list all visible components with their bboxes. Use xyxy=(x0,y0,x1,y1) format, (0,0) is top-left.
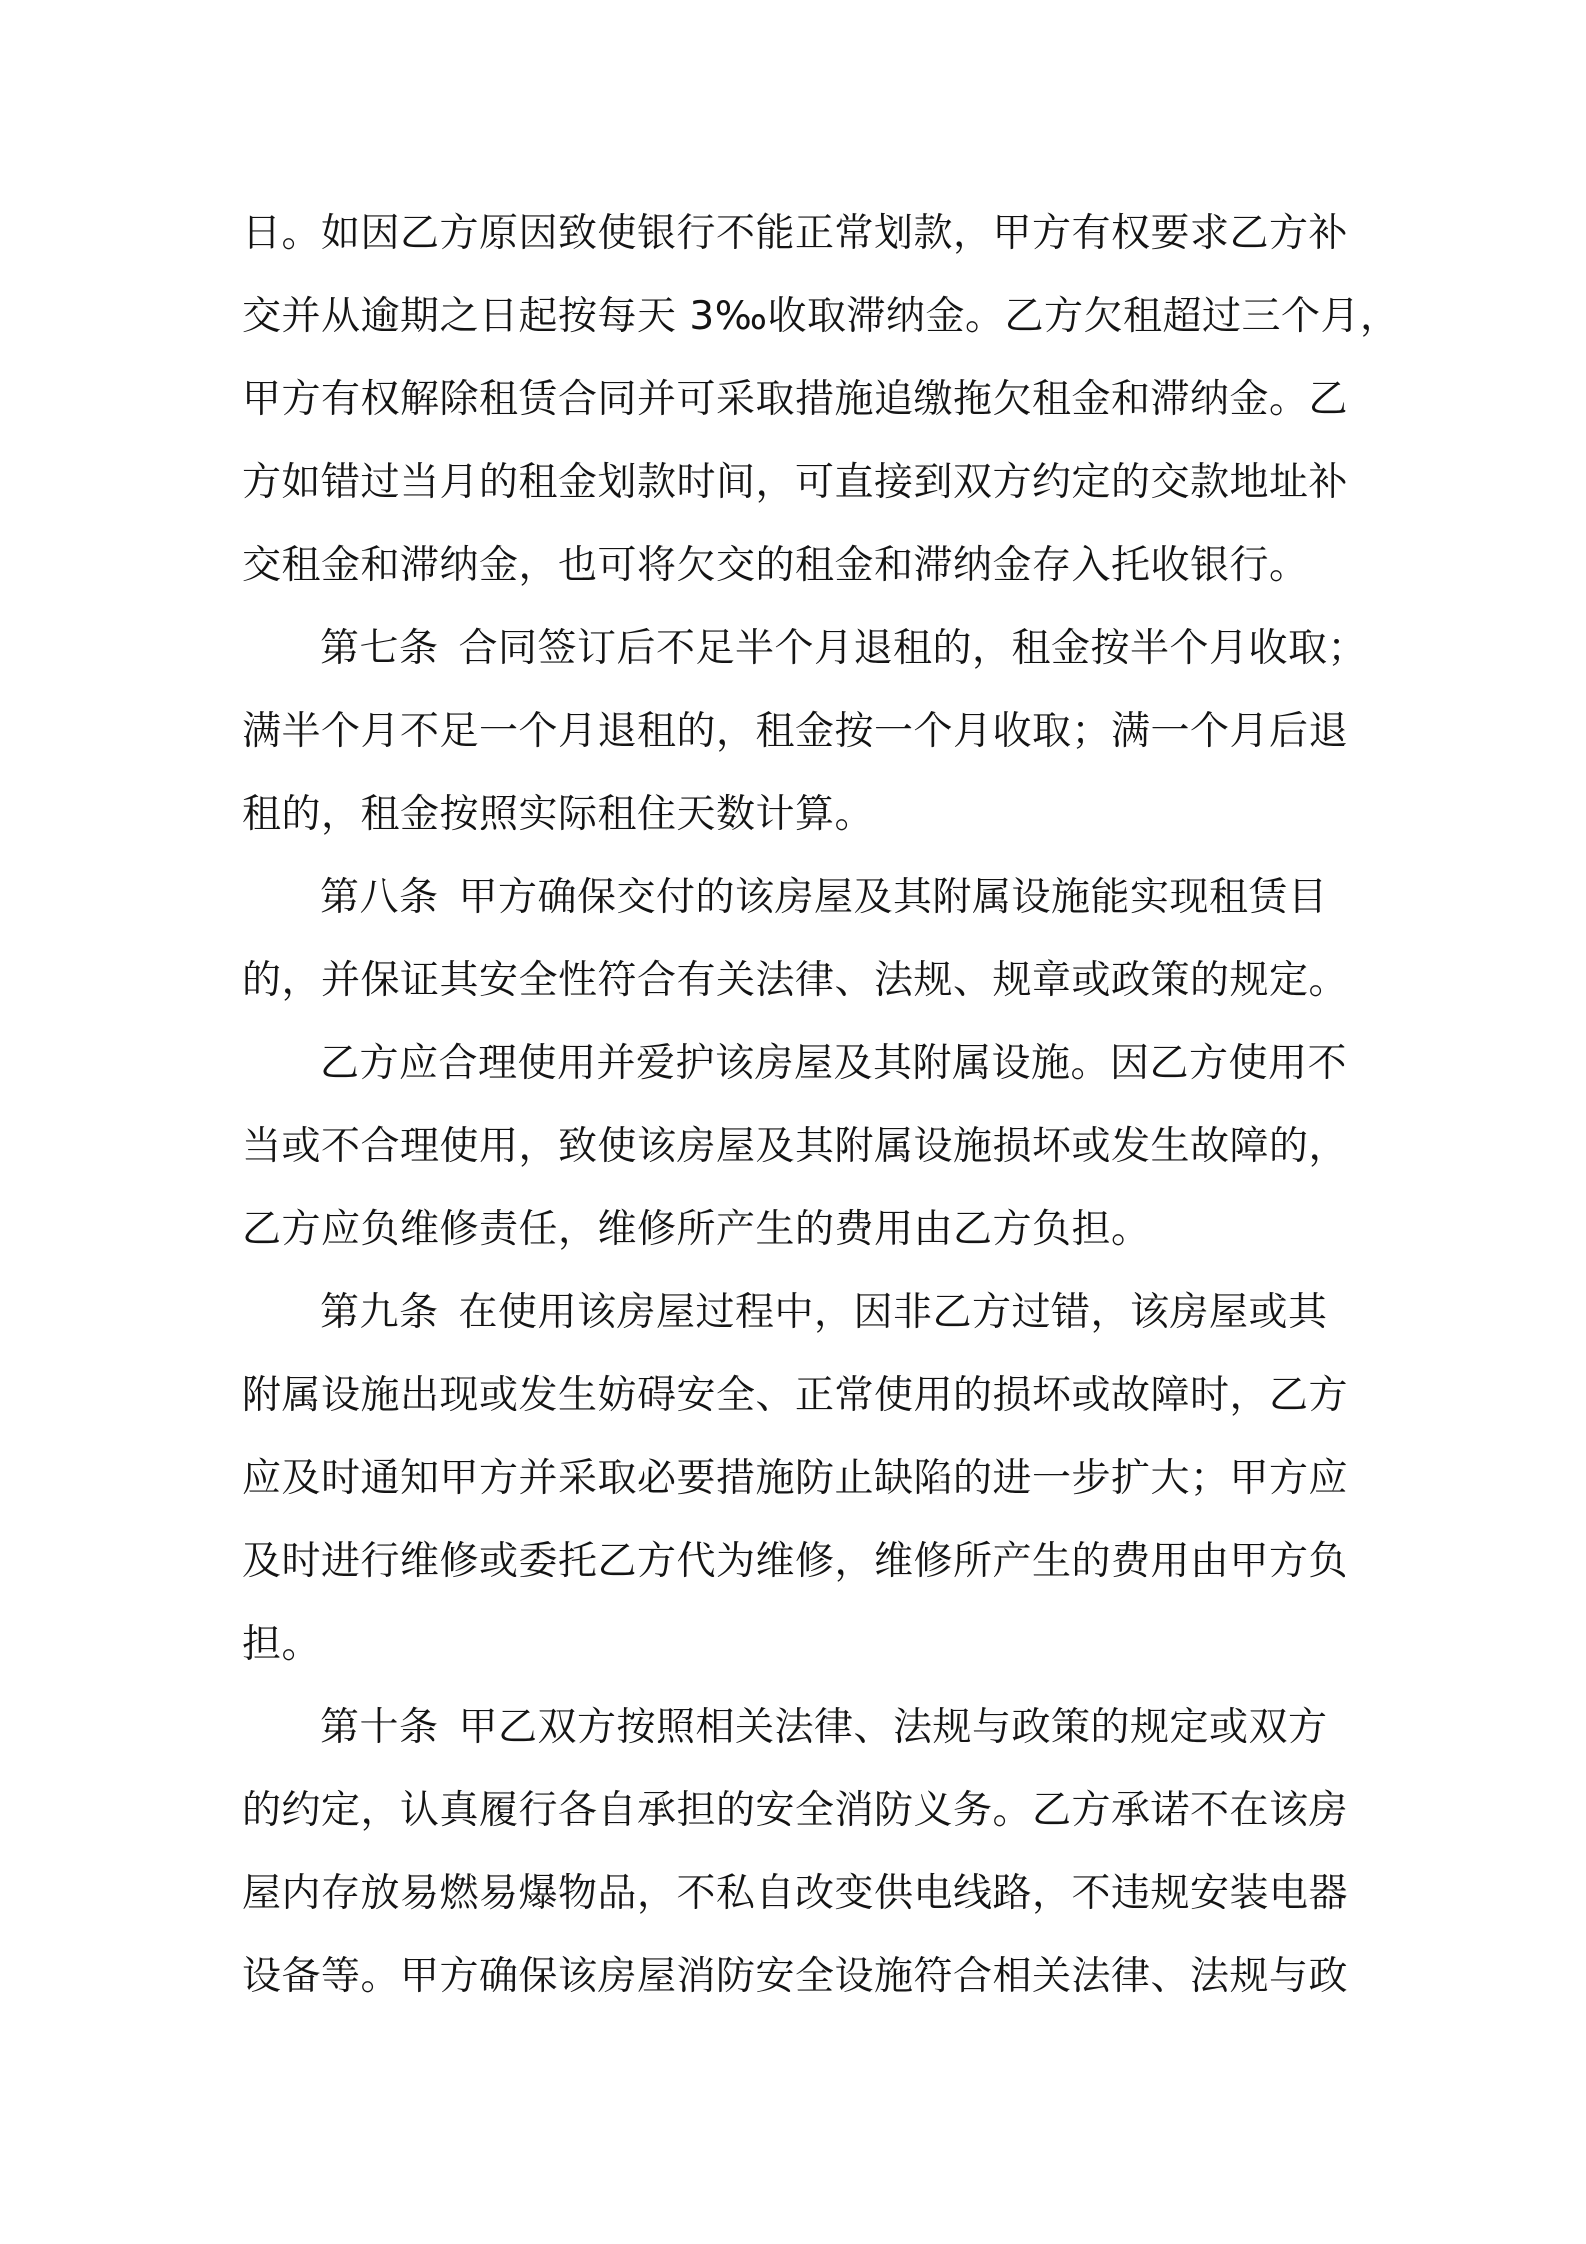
text-line: 日。如因乙方原因致使银行不能正常划款，甲方有权要求乙方补 xyxy=(242,211,1349,256)
text-line-first xyxy=(242,607,1368,690)
article-heading: 第七条 xyxy=(320,626,439,671)
text-line: 附属设施出现或发生妨碍安全、正常使用的损坏或故障时，乙方 xyxy=(242,1373,1349,1418)
text-line: 租的，租金按照实际租住天数计算。 xyxy=(242,792,875,837)
text-line: 设备等。甲方确保该房屋消防安全设施符合相关法律、法规与政 xyxy=(242,1954,1349,1999)
text-line-first xyxy=(242,856,1352,939)
text-line: 担。 xyxy=(242,1622,322,1667)
article-8-paragraph xyxy=(242,856,1352,1022)
text-line: 交并从逾期之日起按每天 3‰收取滞纳金。乙方欠租超过三个月， xyxy=(242,294,1400,339)
text-line: 的，并保证其安全性符合有关法律、法规、规章或政策的规定。 xyxy=(242,958,1349,1003)
text-line: 屋内存放易燃易爆物品，不私自改变供电线路，不违规安装电器 xyxy=(242,1871,1349,1916)
text-line: 应及时通知甲方并采取必要措施防止缺陷的进一步扩大；甲方应 xyxy=(242,1456,1349,1501)
text-line: 及时进行维修或委托乙方代为维修，维修所产生的费用由甲方负 xyxy=(242,1539,1349,1584)
text-line-content: 甲乙双方按照相关法律、法规与政策的规定或双方 xyxy=(458,1705,1328,1750)
text-line: 交租金和滞纳金，也可将欠交的租金和滞纳金存入托收银行。 xyxy=(242,543,1309,588)
article-heading: 第九条 xyxy=(320,1290,439,1335)
text-line-first: 乙方应合理使用并爱护该房屋及其附属设施。因乙方使用不 xyxy=(320,1041,1348,1086)
text-line: 方如错过当月的租金划款时间，可直接到双方约定的交款地址补 xyxy=(242,460,1349,505)
text-line-first xyxy=(242,1271,1352,1354)
text-line-first xyxy=(242,1686,1352,1769)
text-line: 满半个月不足一个月退租的，租金按一个月收取；满一个月后退 xyxy=(242,709,1349,754)
article-8-second-paragraph xyxy=(242,1022,1352,1271)
text-line: 甲方有权解除租赁合同并可采取措施追缴拖欠租金和滞纳金。乙 xyxy=(242,377,1349,422)
text-line: 的约定，认真履行各自承担的安全消防义务。乙方承诺不在该房 xyxy=(242,1788,1349,1833)
text-line: 乙方应负维修责任，维修所产生的费用由乙方负担。 xyxy=(242,1207,1151,1252)
paragraph-continuation xyxy=(242,192,1400,607)
article-heading: 第八条 xyxy=(320,875,439,920)
text-line-content: 合同签订后不足半个月退租的，租金按半个月收取； xyxy=(458,626,1368,671)
article-10-paragraph xyxy=(242,1686,1352,2018)
article-9-paragraph xyxy=(242,1271,1352,1686)
article-7-paragraph xyxy=(242,607,1368,856)
text-line-content: 甲方确保交付的该房屋及其附属设施能实现租赁目 xyxy=(458,875,1328,920)
text-line: 当或不合理使用，致使该房屋及其附属设施损坏或发生故障的， xyxy=(242,1124,1349,1169)
article-heading: 第十条 xyxy=(320,1705,439,1750)
text-line-content: 在使用该房屋过程中，因非乙方过错，该房屋或其 xyxy=(458,1290,1328,1335)
document-body xyxy=(242,192,1400,2018)
